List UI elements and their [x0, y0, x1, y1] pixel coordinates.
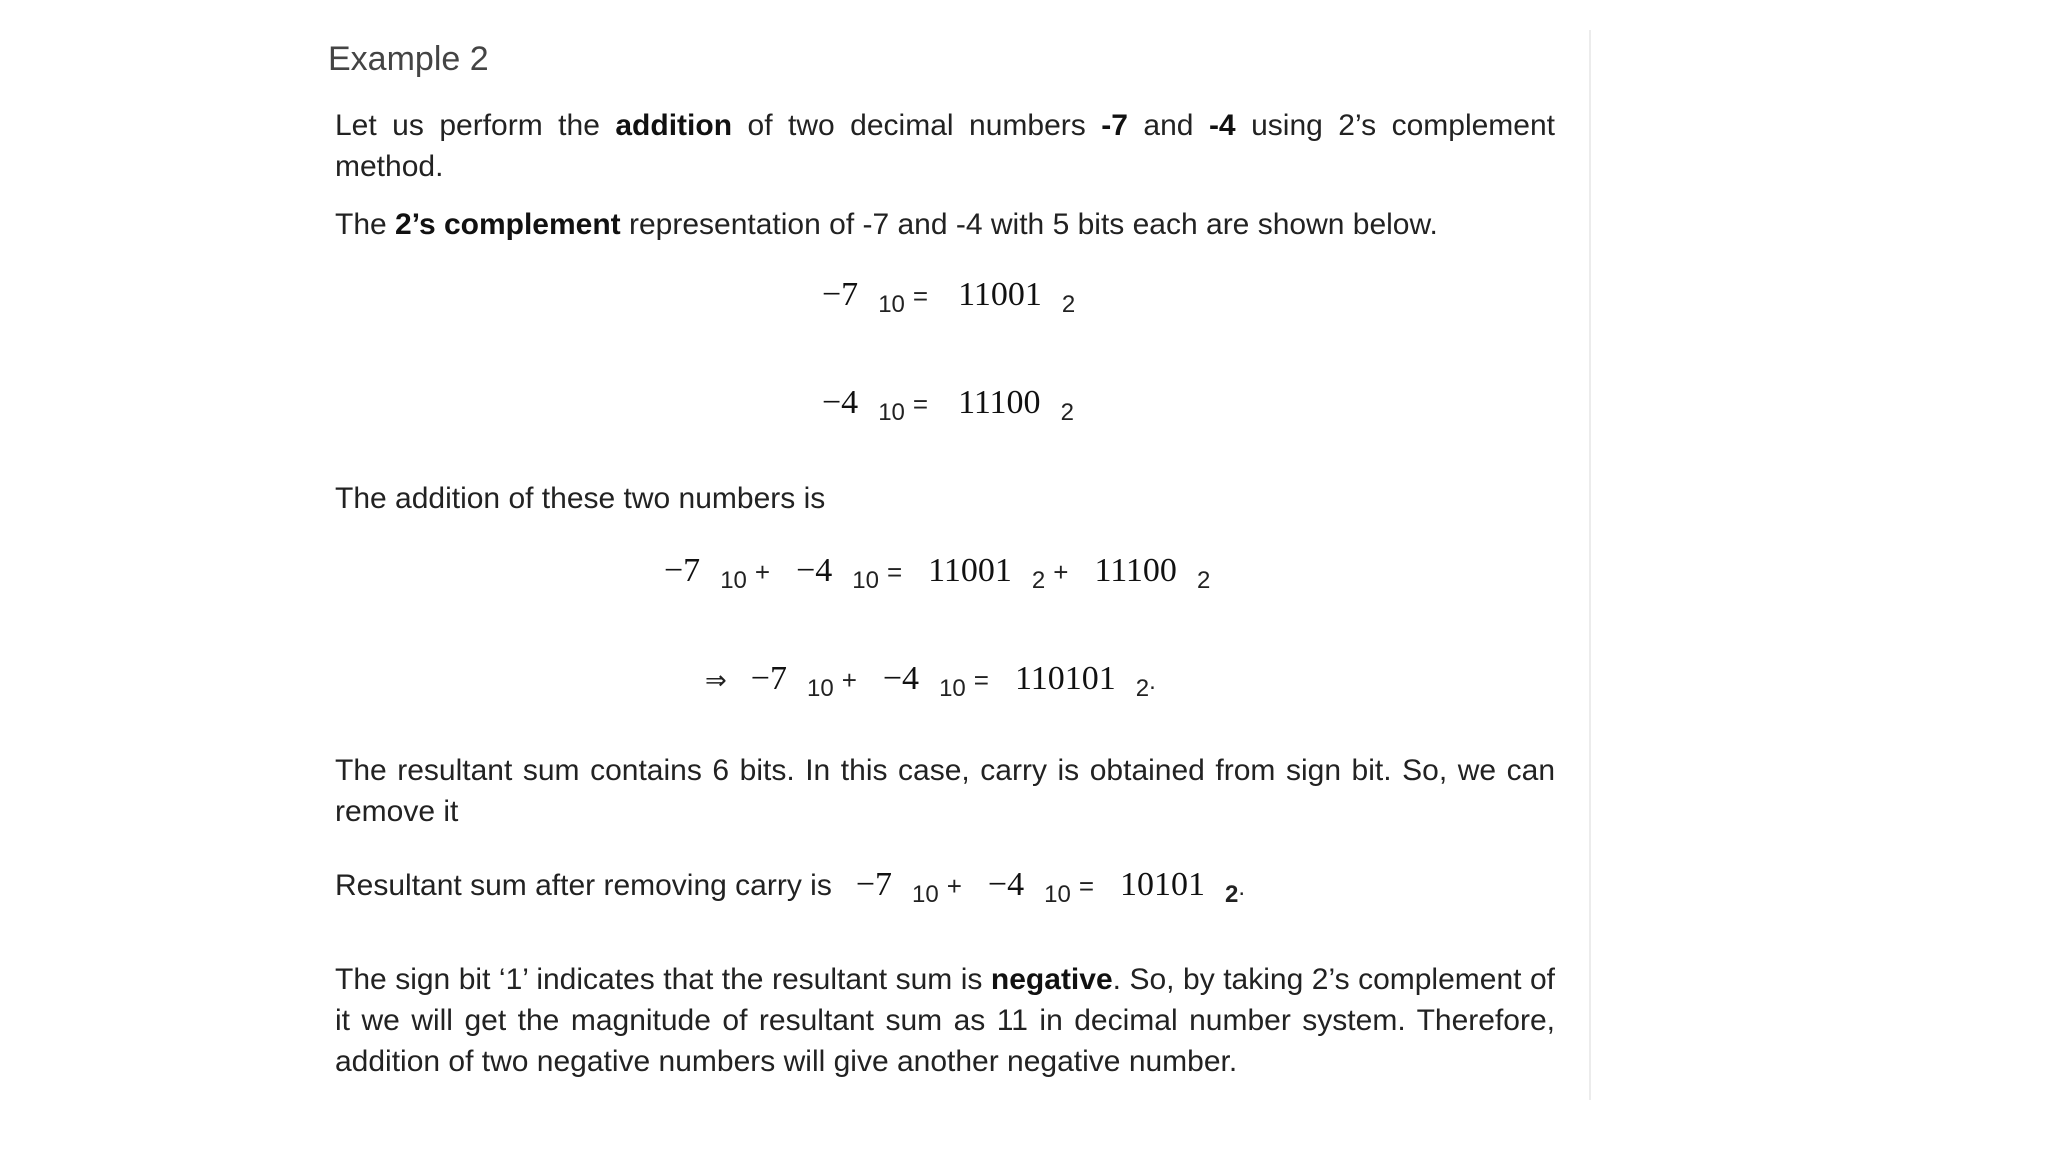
- sign-text-2: . So, by taking 2’s complement of it we will get the magnitude of resultant sum as 11 in decimal number system. Therefore, addition of two negative numbers will give another negative number.: [335, 963, 1556, 1078]
- intro-text-4: using 2’s complement method.: [335, 109, 1555, 183]
- eq2-equals: =: [912, 389, 929, 419]
- intro-paragraph: [335, 105, 1555, 187]
- eq2-lhs-base: 10: [878, 399, 905, 426]
- eq3-plus-1: +: [754, 557, 771, 587]
- p5-a-base: 10: [912, 881, 939, 908]
- eq4-b-base: 10: [939, 675, 966, 702]
- resultant-sum-paragraph: [335, 864, 1555, 908]
- equation-result: [705, 660, 1156, 702]
- example-heading: Example 2: [328, 40, 489, 78]
- equation-minus4: [822, 384, 1074, 426]
- p5-c: 10101: [1120, 866, 1205, 903]
- intro-bold-addition: addition: [615, 109, 733, 142]
- intro-text-1: Let us perform the: [335, 109, 616, 142]
- eq4-a-base: 10: [806, 675, 834, 702]
- eq3-d-base: 2: [1196, 567, 1211, 594]
- intro-bold-minus4: -4: [1208, 109, 1236, 142]
- eq3-b-base: 10: [852, 567, 879, 594]
- intro-text-2: of two decimal numbers: [732, 109, 1102, 142]
- addition-intro-paragraph: The addition of these two numbers is: [335, 482, 826, 515]
- eq1-lhs-base: 10: [878, 291, 905, 318]
- eq3-a: −7: [664, 552, 701, 589]
- eq4-c-base: 2: [1135, 675, 1150, 702]
- sign-text-1: The sign bit ‘1’ indicates that the resultant sum is: [335, 963, 991, 996]
- p5-a: −7: [855, 866, 893, 903]
- p5-dot: .: [1238, 874, 1246, 901]
- eq4-a: −7: [750, 660, 787, 697]
- eq2-lhs: −4: [822, 384, 859, 421]
- p5-plus: +: [946, 871, 962, 901]
- eq3-b: −4: [796, 552, 833, 589]
- eq3-plus-2: +: [1053, 557, 1069, 587]
- implies-arrow-icon: ⇒: [705, 666, 727, 696]
- eq4-equals: =: [973, 665, 989, 695]
- carry-paragraph: The resultant sum contains 6 bits. In this case, carry is obtained from sign bit. So, we can remove it: [335, 754, 1555, 828]
- eq4-plus: +: [841, 665, 857, 695]
- eq1-equals: =: [912, 281, 929, 311]
- eq4-b: −4: [882, 660, 920, 697]
- resultant-equation: [856, 864, 1245, 908]
- eq1-lhs: −7: [822, 276, 859, 313]
- intro-bold-minus7: -7: [1101, 109, 1128, 142]
- equation-minus7: [822, 276, 1076, 318]
- p5-equals: =: [1078, 871, 1094, 901]
- eq3-c-base: 2: [1031, 567, 1046, 594]
- eq3-c: 11001: [928, 552, 1012, 589]
- eq3-equals: =: [886, 557, 903, 587]
- resultant-text: Resultant sum after removing carry is: [335, 869, 832, 902]
- eq3-a-base: 10: [720, 567, 747, 594]
- eq2-rhs: 11100: [958, 384, 1041, 421]
- equation-addition: [664, 552, 1211, 594]
- sign-bit-paragraph: [335, 959, 1555, 1082]
- intro-text-3: and: [1127, 109, 1209, 142]
- rep-text-2: representation of -7 and -4 with 5 bits each are shown below.: [620, 208, 1438, 241]
- p5-b-base: 10: [1044, 881, 1071, 908]
- eq4-c: 110101: [1014, 660, 1116, 697]
- eq4-dot: .: [1149, 668, 1156, 695]
- rep-bold-2s-complement: 2’s complement: [395, 208, 621, 241]
- eq1-rhs: 11001: [958, 276, 1042, 313]
- eq2-rhs-base: 2: [1060, 399, 1074, 426]
- rep-text-1: The: [335, 208, 396, 241]
- sign-bold-negative: negative: [990, 963, 1113, 996]
- column-divider: [1589, 30, 1591, 1100]
- representation-paragraph: [335, 204, 1555, 245]
- p5-c-base: 2: [1225, 881, 1239, 908]
- eq1-rhs-base: 2: [1061, 291, 1076, 318]
- p5-b: −4: [987, 866, 1025, 903]
- eq3-d: 11100: [1094, 552, 1177, 589]
